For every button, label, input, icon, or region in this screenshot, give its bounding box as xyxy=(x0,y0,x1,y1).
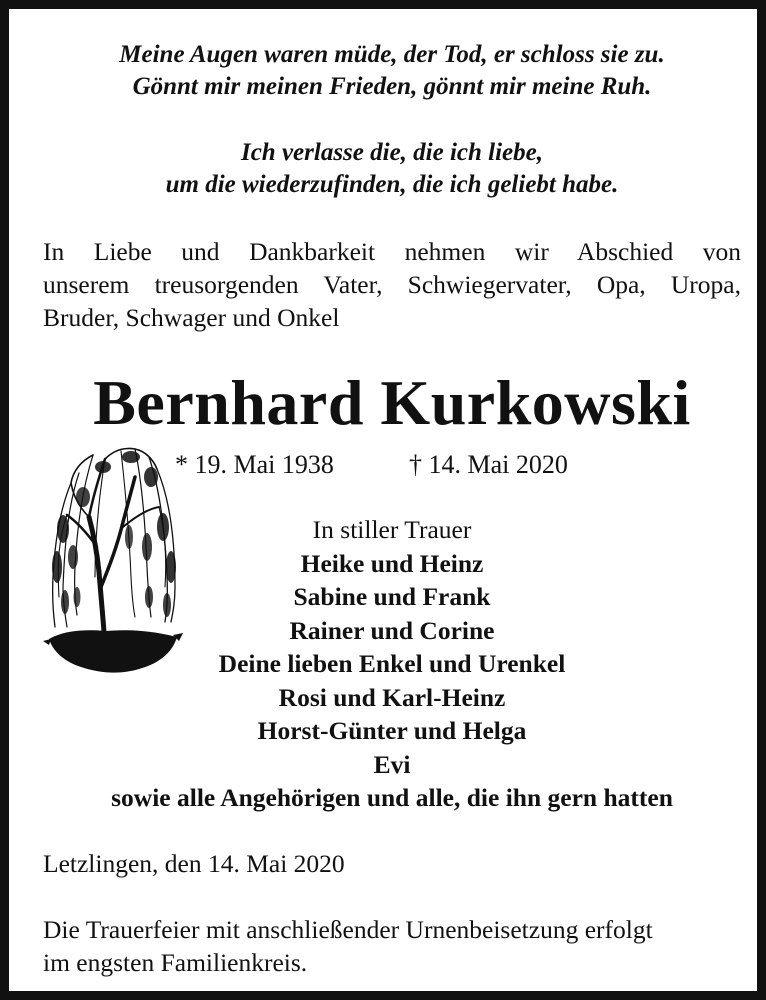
mourner-name: Deine lieben Enkel und Urenkel xyxy=(218,649,566,678)
mourner-name: Rainer und Corine xyxy=(289,615,495,645)
verse-1 xyxy=(9,39,766,103)
intro-line-2: unserem treusorgenden Vater, Schwiegervater, Opa, Uropa, xyxy=(43,270,741,299)
intro-text xyxy=(43,235,741,334)
birth-date: * 19. Mai 1938 xyxy=(175,450,334,479)
place-and-date: Letzlingen, den 14. Mai 2020 xyxy=(43,849,345,878)
verse-2-line-1: Ich verlasse die, die ich liebe, xyxy=(240,139,543,166)
ceremony-notice xyxy=(43,913,741,979)
mourners-heading: In stiller Trauer xyxy=(312,515,472,544)
deceased-name: Bernhard Kurkowski xyxy=(93,367,691,438)
verse-2-line-2: um die wiederzufinden, die ich geliebt habe. xyxy=(165,171,619,198)
ceremony-line-1: Die Trauerfeier mit anschließender Urnenbeisetzung erfolgt xyxy=(43,915,653,944)
mourner-name: Rosi und Karl-Heinz xyxy=(278,682,506,712)
ceremony-line-2: im engsten Familienkreis. xyxy=(43,948,308,977)
mourner-name: Heike und Heinz xyxy=(300,548,484,578)
death-date: † 14. Mai 2020 xyxy=(409,450,568,479)
verse-1-line-2: Gönnt mir meinen Frieden, gönnt mir meine Ruh. xyxy=(132,73,652,100)
verse-2 xyxy=(9,137,766,201)
intro-line-1: In Liebe und Dankbarkeit nehmen wir Abschied von xyxy=(43,237,741,266)
intro-line-3: Bruder, Schwager und Onkel xyxy=(43,303,340,332)
verse-1-line-1: Meine Augen waren müde, der Tod, er schloss sie zu. xyxy=(119,41,665,68)
mourner-name: sowie alle Angehörigen und alle, die ihn gern hatten xyxy=(111,783,673,812)
mourner-name: Evi xyxy=(373,749,411,779)
mourners-list xyxy=(9,513,766,815)
mourner-name: Horst-Günter und Helga xyxy=(257,716,527,745)
mourner-name: Sabine und Frank xyxy=(293,582,491,611)
